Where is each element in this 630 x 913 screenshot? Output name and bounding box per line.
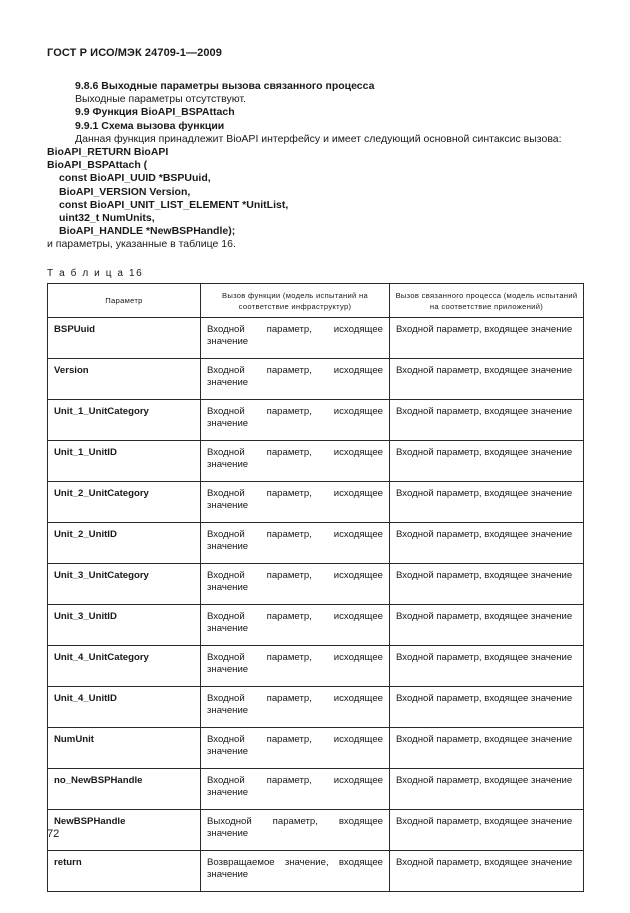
paragraph: и параметры, указанные в таблице 16. [47, 238, 236, 251]
table-row [48, 605, 584, 646]
linked-process-cell: Входной параметр, входящее значение [390, 851, 584, 892]
linked-process-cell: Входной параметр, входящее значение [390, 605, 584, 646]
linked-process-cell: Входной параметр, входящее значение [390, 482, 584, 523]
code-line: uint32_t NumUnits, [59, 212, 155, 225]
linked-process-cell: Входной параметр, входящее значение [390, 646, 584, 687]
function-call-cell: Входной параметр, исходящее значение [201, 564, 390, 605]
function-call-cell: Входной параметр, исходящее значение [201, 400, 390, 441]
function-call-cell: Входной параметр, исходящее значение [201, 687, 390, 728]
code-line: BioAPI_RETURN BioAPI [47, 146, 169, 159]
param-name-cell: Version [48, 359, 201, 400]
table-row [48, 482, 584, 523]
param-name-cell: NewBSPHandle [48, 810, 201, 851]
table-row [48, 359, 584, 400]
linked-process-cell: Входной параметр, входящее значение [390, 318, 584, 359]
table-row [48, 851, 584, 892]
header-cell-linked-process: Вызов связанного процесса (модель испытаний на соответствие приложений) [390, 284, 584, 318]
paragraph: Данная функция принадлежит BioAPI интерфейсу и имеет следующий основной синтаксис вызова: [75, 132, 562, 145]
param-name-cell: Unit_4_UnitID [48, 687, 201, 728]
param-name-cell: Unit_4_UnitCategory [48, 646, 201, 687]
linked-process-cell: Входной параметр, входящее значение [390, 523, 584, 564]
table-row [48, 769, 584, 810]
param-name-cell: Unit_2_UnitCategory [48, 482, 201, 523]
section-heading-9-9-1: 9.9.1 Схема вызова функции [75, 119, 225, 132]
page-number: 72 [47, 828, 60, 840]
param-name-cell: Unit_1_UnitCategory [48, 400, 201, 441]
linked-process-cell: Входной параметр, входящее значение [390, 810, 584, 851]
function-call-cell: Входной параметр, исходящее значение [201, 441, 390, 482]
table-row [48, 728, 584, 769]
linked-process-cell: Входной параметр, входящее значение [390, 441, 584, 482]
function-call-cell: Входной параметр, исходящее значение [201, 728, 390, 769]
param-name-cell: no_NewBSPHandle [48, 769, 201, 810]
param-name-cell: BSPUuid [48, 318, 201, 359]
param-name-cell: Unit_3_UnitID [48, 605, 201, 646]
table-row [48, 687, 584, 728]
table-row [48, 400, 584, 441]
table-row [48, 646, 584, 687]
param-name-cell: return [48, 851, 201, 892]
table-row [48, 523, 584, 564]
function-call-cell: Входной параметр, исходящее значение [201, 769, 390, 810]
table-row [48, 318, 584, 359]
function-call-cell: Выходной параметр, входящее значение [201, 810, 390, 851]
section-heading-9-9: 9.9 Функция BioAPI_BSPAttach [75, 106, 235, 119]
table-header-row [48, 284, 584, 318]
function-call-cell: Входной параметр, исходящее значение [201, 646, 390, 687]
param-name-cell: Unit_3_UnitCategory [48, 564, 201, 605]
table-row [48, 441, 584, 482]
linked-process-cell: Входной параметр, входящее значение [390, 564, 584, 605]
code-line: BioAPI_VERSION Version, [59, 185, 191, 198]
table-row [48, 564, 584, 605]
section-heading-9-8-6: 9.8.6 Выходные параметры вызова связанного процесса [75, 80, 375, 92]
document-header: ГОСТ Р ИСО/МЭК 24709-1—2009 [47, 47, 222, 59]
linked-process-cell: Входной параметр, входящее значение [390, 400, 584, 441]
code-line: BioAPI_HANDLE *NewBSPHandle); [59, 225, 236, 238]
function-call-cell: Входной параметр, исходящее значение [201, 523, 390, 564]
linked-process-cell: Входной параметр, входящее значение [390, 769, 584, 810]
function-call-cell: Возвращаемое значение, входящее значение [201, 851, 390, 892]
body-text [47, 80, 587, 252]
param-name-cell: NumUnit [48, 728, 201, 769]
header-cell-function-call: Вызов функции (модель испытаний на соответствие инфраструктур) [201, 284, 390, 318]
code-line: const BioAPI_UNIT_LIST_ELEMENT *UnitList, [59, 198, 289, 211]
table-body [48, 318, 584, 892]
function-call-cell: Входной параметр, исходящее значение [201, 482, 390, 523]
table-caption: Т а б л и ц а 16 [47, 268, 144, 279]
parameters-table [47, 283, 584, 892]
function-call-cell: Входной параметр, исходящее значение [201, 605, 390, 646]
code-line: BioAPI_BSPAttach ( [47, 159, 148, 172]
linked-process-cell: Входной параметр, входящее значение [390, 687, 584, 728]
function-call-cell: Входной параметр, исходящее значение [201, 318, 390, 359]
linked-process-cell: Входной параметр, входящее значение [390, 359, 584, 400]
function-call-cell: Входной параметр, исходящее значение [201, 359, 390, 400]
linked-process-cell: Входной параметр, входящее значение [390, 728, 584, 769]
paragraph: Выходные параметры отсутствуют. [75, 93, 246, 106]
header-cell-parameter: Параметр [48, 284, 201, 318]
code-line: const BioAPI_UUID *BSPUuid, [59, 172, 211, 185]
param-name-cell: Unit_1_UnitID [48, 441, 201, 482]
table-row [48, 810, 584, 851]
param-name-cell: Unit_2_UnitID [48, 523, 201, 564]
